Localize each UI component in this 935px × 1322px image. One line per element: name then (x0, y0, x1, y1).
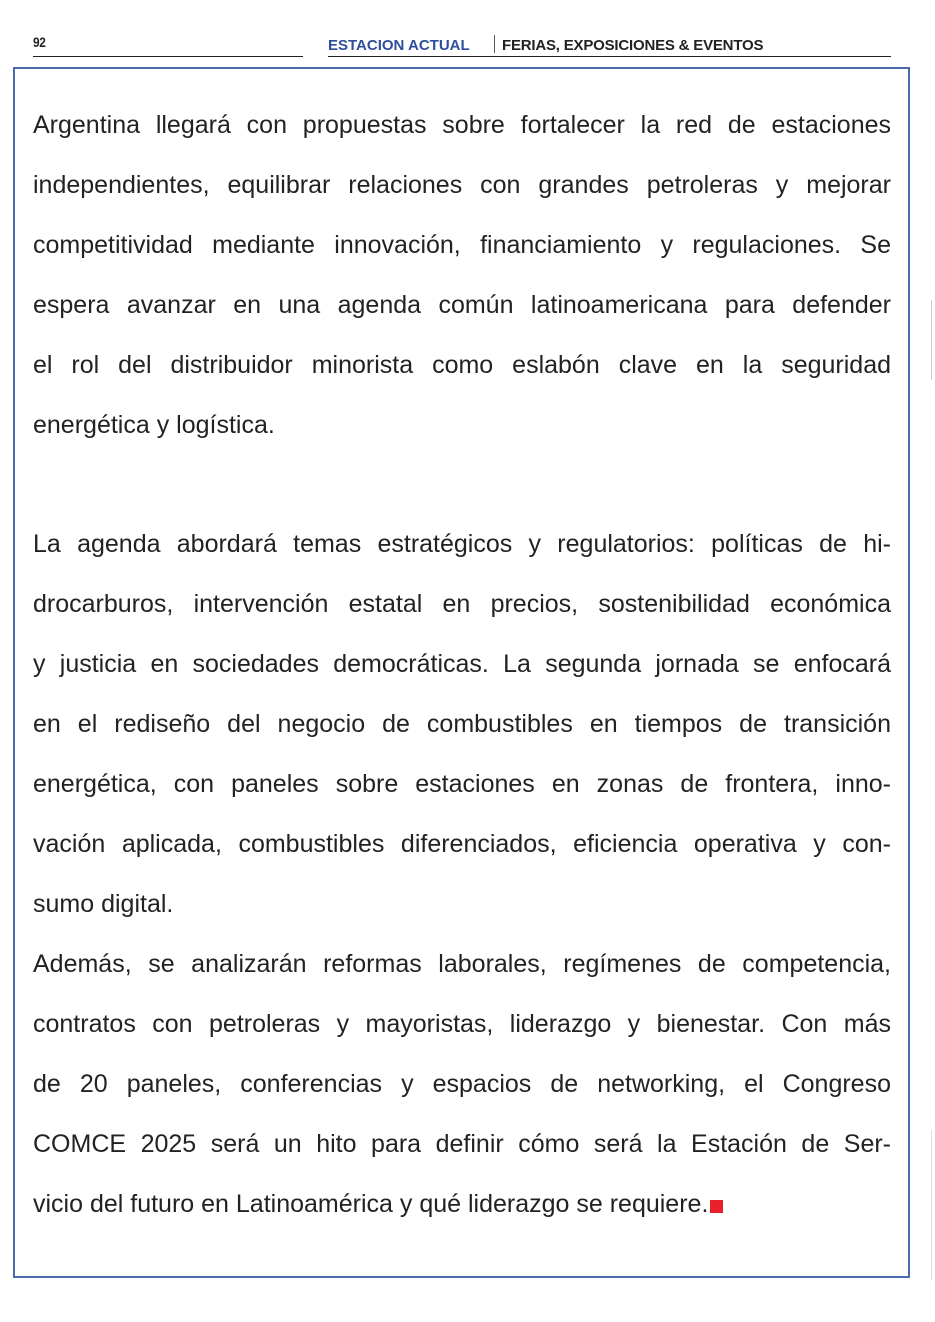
header-divider (494, 35, 495, 53)
text-line: vación aplicada, combustibles diferenciados, eficiencia operativa y con- (33, 830, 891, 858)
text-line: Argentina llegará con propuestas sobre fortalecer la red de estaciones (33, 111, 891, 139)
page-edge-mark (931, 300, 932, 380)
page-number: 92 (33, 34, 46, 50)
subsection-title: FERIAS, EXPOSICIONES & EVENTOS (502, 37, 764, 54)
text-line: de 20 paneles, conferencias y espacios de networking, el Congreso (33, 1070, 891, 1098)
header-rule-right (328, 56, 891, 57)
text-line: competitividad mediante innovación, financiamiento y regulaciones. Se (33, 231, 891, 259)
text-line-final (33, 1174, 891, 1234)
text-line: en el rediseño del negocio de combustibles en tiempos de transición (33, 710, 891, 738)
text-line: drocarburos, intervención estatal en precios, sostenibilidad económica (33, 590, 891, 618)
section-title: ESTACION ACTUAL (328, 37, 470, 54)
text-line: independientes, equilibrar relaciones con grandes petroleras y mejorar (33, 171, 891, 199)
text-line: energética y logística. (33, 411, 275, 439)
text-line: COMCE 2025 será un hito para definir cómo será la Estación de Ser- (33, 1130, 891, 1158)
text-line: Además, se analizarán reformas laborales, regímenes de competencia, (33, 950, 891, 978)
paragraph-1 (33, 95, 891, 455)
text-line: el rol del distribuidor minorista como eslabón clave en la seguridad (33, 351, 891, 379)
page-edge-mark (931, 1130, 932, 1280)
end-of-article-square-icon (710, 1200, 723, 1213)
final-line-text: vicio del futuro en Latinoamérica y qué liderazgo se requiere. (33, 1190, 709, 1218)
text-line: energética, con paneles sobre estaciones en zonas de frontera, inno- (33, 770, 891, 798)
text-line: La agenda abordará temas estratégicos y regulatorios: políticas de hi- (33, 530, 891, 558)
header-rule-left (33, 56, 303, 57)
text-line: espera avanzar en una agenda común latinoamericana para defender (33, 291, 891, 319)
paragraph-3 (33, 934, 891, 1234)
text-line: y justicia en sociedades democráticas. La segunda jornada se enfocará (33, 650, 891, 678)
text-line: sumo digital. (33, 890, 174, 918)
paragraph-2 (33, 514, 891, 934)
text-line: contratos con petroleras y mayoristas, liderazgo y bienestar. Con más (33, 1010, 891, 1038)
